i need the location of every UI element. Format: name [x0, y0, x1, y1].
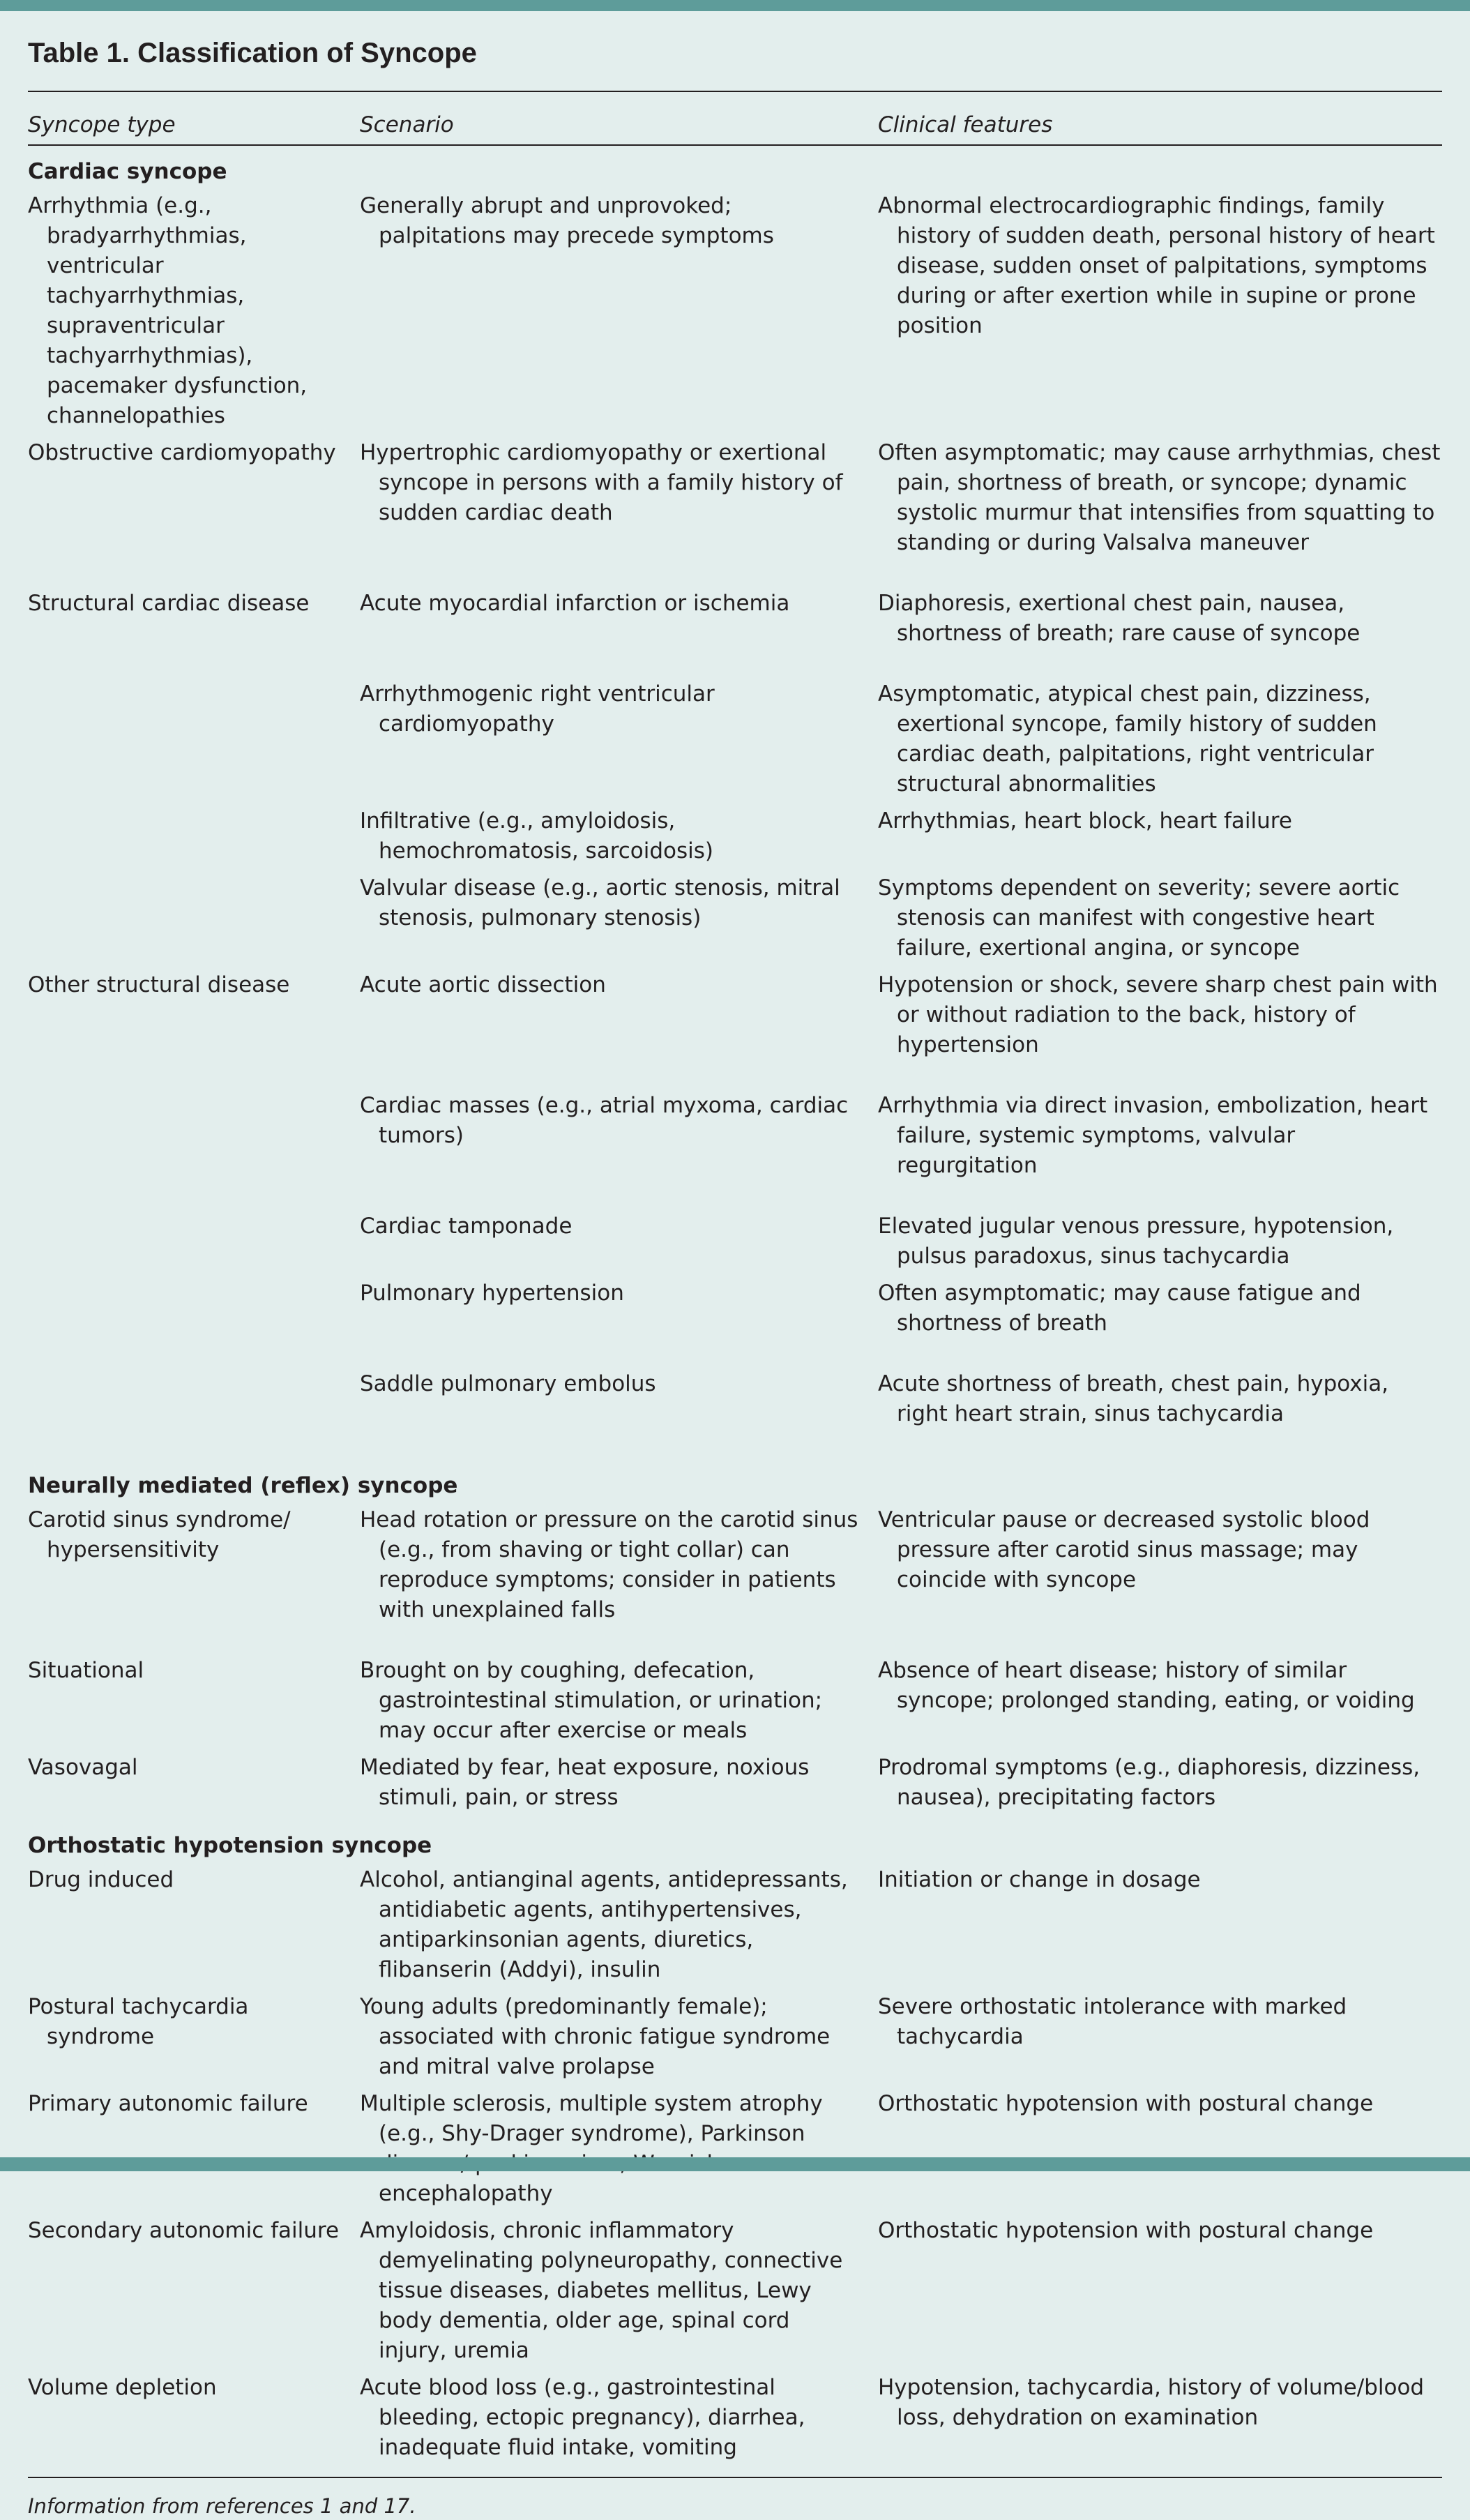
- cell-clinical-features: [878, 1091, 1442, 1212]
- cell-syncope-type: [28, 1505, 360, 1656]
- cell-scenario: [360, 1212, 878, 1278]
- cell-clinical-features-text: Prodromal symptoms (e.g., diaphoresis, dizziness, nausea), precipitating factors: [878, 1755, 1420, 1810]
- cell-clinical-features: [878, 1992, 1442, 2089]
- cell-syncope-type: [28, 589, 360, 679]
- cell-syncope-type-text: Arrhythmia (e.g., bradyarrhythmias, ventricular tachyarrhythmias, supraventricular tachyarrhythmias), pacemaker dysfunction, channelopathies: [28, 193, 308, 428]
- section-header-row: [28, 1820, 1442, 1865]
- cell-syncope-type: [28, 1992, 360, 2089]
- table-row: [28, 873, 1442, 970]
- cell-syncope-type-text: Primary autonomic failure: [28, 2091, 308, 2116]
- table-row: [28, 2216, 1442, 2373]
- header-row: [28, 92, 1442, 145]
- table-container: [28, 11, 1442, 2520]
- cell-clinical-features: [878, 1865, 1442, 1992]
- cell-scenario: [360, 1091, 878, 1212]
- cell-clinical-features-text: Often asymptomatic; may cause fatigue and shortness of breath: [878, 1281, 1361, 1336]
- table-row: [28, 2373, 1442, 2477]
- table-body: [28, 145, 1442, 2477]
- cell-syncope-type: [28, 679, 360, 806]
- cell-syncope-type-text: Drug induced: [28, 1867, 174, 1892]
- cell-clinical-features-text: Asymptomatic, atypical chest pain, dizziness, exertional syncope, family history of sudden cardiac death, palpitations, right ventricular structural abnormalities: [878, 681, 1377, 797]
- cell-clinical-features-text: Often asymptomatic; may cause arrhythmias, chest pain, shortness of breath, or syncope; dynamic systolic murmur that intensifies from squatting to standing or during Valsalva maneuver: [878, 440, 1441, 555]
- cell-scenario: [360, 806, 878, 873]
- cell-scenario-text: Cardiac masses (e.g., atrial myxoma, cardiac tumors): [360, 1093, 849, 1148]
- cell-scenario: [360, 970, 878, 1091]
- cell-syncope-type: [28, 191, 360, 438]
- section-header-row: [28, 1460, 1442, 1505]
- cell-scenario-text: Arrhythmogenic right ventricular cardiomyopathy: [360, 681, 715, 737]
- cell-clinical-features: [878, 1753, 1442, 1820]
- cell-scenario-text: Multiple sclerosis, multiple system atrophy (e.g., Shy-Drager syndrome), Parkinson encephalopathy: [360, 2091, 823, 2206]
- cell-scenario: [360, 873, 878, 970]
- cell-clinical-features: [878, 873, 1442, 970]
- cell-syncope-type: [28, 1656, 360, 1753]
- header-scenario: Scenario: [360, 92, 878, 145]
- cell-scenario: [360, 1865, 878, 1992]
- cell-scenario-text: Amyloidosis, chronic inflammatory demyelinating polyneuropathy, connective tissue diseases, diabetes mellitus, Lewy body dementia, older age, spinal cord injury, uremia: [360, 2218, 843, 2363]
- cell-clinical-features: [878, 970, 1442, 1091]
- cell-scenario: [360, 679, 878, 806]
- cell-clinical-features-text: Severe orthostatic intolerance with marked tachycardia: [878, 1994, 1347, 2049]
- cell-syncope-type-text: Situational: [28, 1658, 144, 1683]
- cell-clinical-features-text: Initiation or change in dosage: [878, 1867, 1201, 1892]
- cell-scenario-text: Brought on by coughing, defecation, gastrointestinal stimulation, or urination; may occur after exercise or meals: [360, 1658, 823, 1743]
- cell-scenario: [360, 438, 878, 589]
- cell-syncope-type-text: Carotid sinus syndrome/ hypersensitivity: [28, 1507, 291, 1562]
- cell-clinical-features-text: Orthostatic hypotension with postural change: [878, 2091, 1374, 2116]
- cell-scenario: [360, 2373, 878, 2477]
- cell-syncope-type: [28, 2089, 360, 2216]
- cell-syncope-type: [28, 438, 360, 589]
- cell-clinical-features: [878, 438, 1442, 589]
- cell-clinical-features-text: Arrhythmia via direct invasion, embolization, heart failure, systemic symptoms, valvular regurgitation: [878, 1093, 1428, 1178]
- cell-clinical-features-text: Abnormal electrocardiographic findings, family history of sudden death, personal history of heart disease, sudden onset of palpitations, symptoms during or after exertion while in supine or prone position: [878, 193, 1435, 338]
- cell-scenario-text: Saddle pulmonary embolus: [360, 1371, 656, 1396]
- section-heading: Orthostatic hypotension syncope: [28, 1833, 432, 1858]
- syncope-table: [28, 92, 1442, 2478]
- cell-scenario-text: Mediated by fear, heat exposure, noxious stimuli, pain, or stress: [360, 1755, 810, 1810]
- table-row: [28, 1865, 1442, 1992]
- cell-scenario: [360, 1505, 878, 1656]
- cell-scenario-text: Valvular disease (e.g., aortic stenosis, mitral stenosis, pulmonary stenosis): [360, 875, 840, 930]
- cell-scenario-text: Head rotation or pressure on the carotid sinus (e.g., from shaving or tight collar) can reproduce symptoms; consider in patients with unexplained falls: [360, 1507, 858, 1622]
- cell-syncope-type-text: Structural cardiac disease: [28, 591, 310, 616]
- cell-clinical-features: [878, 679, 1442, 806]
- table-row: [28, 2089, 1442, 2216]
- table-row: [28, 806, 1442, 873]
- cell-clinical-features: [878, 589, 1442, 679]
- cell-scenario-text: Alcohol, antianginal agents, antidepressants, antidiabetic agents, antihypertensives, antiparkinsonian agents, diuretics, flibanserin (Addyi), insulin: [360, 1867, 848, 1982]
- cell-scenario: [360, 1992, 878, 2089]
- cell-scenario: [360, 2216, 878, 2373]
- table-title: Table 1. Classification of Syncope: [28, 11, 1442, 92]
- cell-scenario-text: Hypertrophic cardiomyopathy or exertional syncope in persons with a family history of sudden cardiac death: [360, 440, 843, 525]
- cell-syncope-type: [28, 1278, 360, 1369]
- cell-clinical-features-text: Hypotension or shock, severe sharp chest pain with or without radiation to the back, history of hypertension: [878, 972, 1438, 1057]
- cell-clinical-features-text: Arrhythmias, heart block, heart failure: [878, 808, 1292, 833]
- cell-clinical-features: [878, 1505, 1442, 1656]
- table-row: [28, 970, 1442, 1091]
- cell-clinical-features: [878, 191, 1442, 438]
- cell-clinical-features: [878, 1369, 1442, 1460]
- cell-clinical-features: [878, 1212, 1442, 1278]
- bottom-accent-bar: [0, 2157, 1470, 2171]
- cell-clinical-features-text: Diaphoresis, exertional chest pain, nausea, shortness of breath; rare cause of syncope: [878, 591, 1361, 646]
- cell-syncope-type: [28, 1091, 360, 1212]
- table-row: [28, 1992, 1442, 2089]
- cell-clinical-features: [878, 806, 1442, 873]
- section-heading: Cardiac syncope: [28, 159, 227, 184]
- cell-scenario: [360, 191, 878, 438]
- header-syncope-type: Syncope type: [28, 92, 360, 145]
- cell-syncope-type-text: Postural tachycardia syndrome: [28, 1994, 249, 2049]
- section-heading: Neurally mediated (reflex) syncope: [28, 1473, 458, 1498]
- cell-syncope-type: [28, 2373, 360, 2477]
- cell-clinical-features-text: Ventricular pause or decreased systolic blood pressure after carotid sinus massage; may coincide with syncope: [878, 1507, 1370, 1592]
- cell-clinical-features-text: Absence of heart disease; history of similar syncope; prolonged standing, eating, or voiding: [878, 1658, 1415, 1713]
- cell-scenario: [360, 589, 878, 679]
- table-row: [28, 191, 1442, 438]
- table-row: [28, 1753, 1442, 1820]
- cell-scenario-text: Acute myocardial infarction or ischemia: [360, 591, 790, 616]
- cell-syncope-type: [28, 1369, 360, 1460]
- cell-syncope-type-text: Volume depletion: [28, 2375, 217, 2400]
- cell-scenario: [360, 1369, 878, 1460]
- cell-clinical-features: [878, 1656, 1442, 1753]
- cell-syncope-type-text: Obstructive cardiomyopathy: [28, 440, 336, 465]
- cell-syncope-type-text: Other structural disease: [28, 972, 290, 997]
- cell-clinical-features-text: Acute shortness of breath, chest pain, hypoxia, right heart strain, sinus tachycardia: [878, 1371, 1389, 1426]
- cell-clinical-features-text: Orthostatic hypotension with postural change: [878, 2218, 1374, 2243]
- cell-scenario-text: Young adults (predominantly female); associated with chronic fatigue syndrome and mitral valve prolapse: [360, 1994, 831, 2079]
- table-row: [28, 1505, 1442, 1656]
- cell-scenario-text: Pulmonary hypertension: [360, 1281, 624, 1306]
- cell-scenario-text: Acute blood loss (e.g., gastrointestinal bleeding, ectopic pregnancy), diarrhea, inadequate fluid intake, vomiting: [360, 2375, 805, 2460]
- section-header-row: [28, 145, 1442, 191]
- table-row: [28, 1091, 1442, 1212]
- cell-clinical-features-text: Symptoms dependent on severity; severe aortic stenosis can manifest with congestive heart failure, exertional angina, or syncope: [878, 875, 1400, 960]
- cell-scenario-text: Infiltrative (e.g., amyloidosis, hemochromatosis, sarcoidosis): [360, 808, 714, 863]
- top-accent-bar: [0, 0, 1470, 11]
- table-row: [28, 438, 1442, 589]
- cell-syncope-type: [28, 1212, 360, 1278]
- cell-syncope-type: [28, 970, 360, 1091]
- cell-syncope-type-text: Secondary autonomic failure: [28, 2218, 340, 2243]
- header-clinical-features: Clinical features: [878, 92, 1442, 145]
- cell-clinical-features-text: Elevated jugular venous pressure, hypotension, pulsus paradoxus, sinus tachycardia: [878, 1214, 1394, 1269]
- table-row: [28, 1278, 1442, 1369]
- cell-syncope-type-text: Vasovagal: [28, 1755, 138, 1780]
- cell-scenario: [360, 1656, 878, 1753]
- cell-scenario-text: Generally abrupt and unprovoked; palpitations may precede symptoms: [360, 193, 774, 248]
- cell-syncope-type: [28, 873, 360, 970]
- cell-syncope-type: [28, 2216, 360, 2373]
- table-row: [28, 1656, 1442, 1753]
- table-row: [28, 589, 1442, 679]
- table-row: [28, 1369, 1442, 1460]
- cell-scenario: [360, 2089, 878, 2216]
- footnote: Information from references 1 and 17.: [28, 2494, 416, 2518]
- cell-clinical-features: [878, 1278, 1442, 1369]
- table-row: [28, 679, 1442, 806]
- cell-clinical-features: [878, 2089, 1442, 2216]
- cell-scenario: [360, 1753, 878, 1820]
- cell-clinical-features-text: Hypotension, tachycardia, history of volume/blood loss, dehydration on examination: [878, 2375, 1425, 2430]
- cell-syncope-type: [28, 1865, 360, 1992]
- table-row: [28, 1212, 1442, 1278]
- cell-syncope-type: [28, 1753, 360, 1820]
- cell-scenario-text: Acute aortic dissection: [360, 972, 606, 997]
- cell-scenario-text: Cardiac tamponade: [360, 1214, 573, 1239]
- cell-clinical-features: [878, 2216, 1442, 2373]
- cell-clinical-features: [878, 2373, 1442, 2477]
- cell-scenario: [360, 1278, 878, 1369]
- cell-syncope-type: [28, 806, 360, 873]
